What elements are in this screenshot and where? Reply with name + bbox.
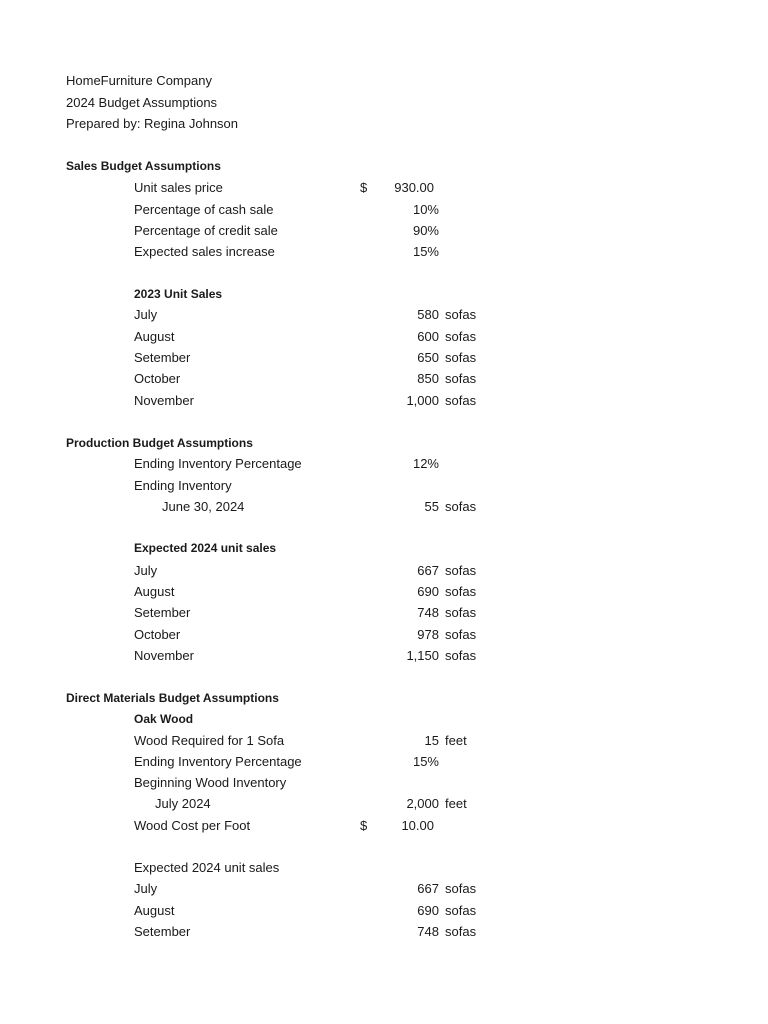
table-row	[0, 560, 768, 581]
ending-inventory-date: June 30, 2024	[162, 499, 245, 514]
oak-wood-heading: Oak Wood	[134, 712, 194, 726]
oak-wood-heading-row	[0, 709, 768, 730]
unit-value: 850	[417, 371, 439, 386]
ending-inventory-pct-value: 12%	[412, 456, 439, 471]
section-heading-row	[0, 156, 768, 177]
unit-price-row	[0, 177, 768, 198]
production-budget-heading: Production Budget Assumptions	[66, 436, 253, 450]
unit-value: 650	[417, 350, 439, 365]
unit-value: 1,000	[406, 393, 439, 408]
unit-price-label: Unit sales price	[134, 180, 223, 195]
unit-value: 580	[417, 307, 439, 322]
table-row	[0, 602, 768, 623]
table-row	[0, 368, 768, 389]
unit-label: sofas	[445, 584, 477, 599]
beginning-wood-label: Beginning Wood Inventory	[134, 775, 287, 790]
company-name: HomeFurniture Company	[66, 73, 212, 88]
unit-value: 667	[417, 881, 439, 896]
expected-2024-heading-row	[0, 538, 768, 559]
month-label: Setember	[134, 605, 191, 620]
credit-sale-value: 90%	[412, 223, 439, 238]
unit-label: sofas	[445, 329, 477, 344]
unit-value: 690	[417, 584, 439, 599]
sales-increase-row	[0, 241, 768, 262]
wood-required-row	[0, 730, 768, 751]
cash-sale-value: 10%	[412, 202, 439, 217]
month-label: August	[134, 584, 175, 599]
wood-cost-row	[0, 815, 768, 836]
month-label: October	[134, 371, 181, 386]
unit-label: sofas	[445, 881, 477, 896]
month-label: Setember	[134, 350, 191, 365]
unit-label: feet	[445, 733, 467, 748]
beginning-wood-date: July 2024	[155, 796, 211, 811]
unit-sales-2023-heading: 2023 Unit Sales	[134, 287, 223, 301]
table-row	[0, 326, 768, 347]
unit-label: sofas	[445, 648, 477, 663]
unit-label: sofas	[445, 563, 477, 578]
ending-inventory-pct-row	[0, 453, 768, 474]
unit-price-value: 930.00	[394, 180, 434, 195]
direct-materials-heading: Direct Materials Budget Assumptions	[66, 691, 279, 705]
unit-label: sofas	[445, 903, 477, 918]
ending-inventory-label: Ending Inventory	[134, 478, 232, 493]
cash-sale-label: Percentage of cash sale	[134, 202, 274, 217]
wood-ending-pct-row	[0, 751, 768, 772]
sales-budget-heading: Sales Budget Assumptions	[66, 159, 221, 173]
expected-2024-materials-heading: Expected 2024 unit sales	[134, 860, 280, 875]
unit-value: 667	[417, 563, 439, 578]
month-label: July	[134, 563, 158, 578]
ending-inventory-pct-label: Ending Inventory Percentage	[134, 456, 302, 471]
month-label: November	[134, 393, 194, 408]
table-row	[0, 304, 768, 325]
month-label: November	[134, 648, 194, 663]
section-heading-row	[0, 433, 768, 454]
currency-symbol: $	[360, 180, 368, 195]
unit-label: sofas	[445, 307, 477, 322]
month-label: July	[134, 307, 158, 322]
table-row	[0, 878, 768, 899]
currency-symbol: $	[360, 818, 368, 833]
ending-inventory-date-row	[0, 496, 768, 517]
header-row-prepared	[0, 113, 768, 134]
unit-label: sofas	[445, 371, 477, 386]
credit-sale-row	[0, 220, 768, 241]
document-title: 2024 Budget Assumptions	[66, 95, 218, 110]
wood-ending-pct-value: 15%	[412, 754, 439, 769]
ending-inventory-row	[0, 475, 768, 496]
wood-required-value: 15	[424, 733, 439, 748]
header-row-title	[0, 92, 768, 113]
ending-inventory-value: 55	[424, 499, 439, 514]
header-row-company	[0, 70, 768, 91]
unit-value: 690	[417, 903, 439, 918]
sales-increase-value: 15%	[412, 244, 439, 259]
expected-2024-materials-heading-row	[0, 857, 768, 878]
credit-sale-label: Percentage of credit sale	[134, 223, 278, 238]
month-label: Setember	[134, 924, 191, 939]
table-row	[0, 900, 768, 921]
unit-value: 748	[417, 924, 439, 939]
month-label: October	[134, 627, 181, 642]
expected-2024-heading: Expected 2024 unit sales	[134, 541, 277, 555]
unit-label: sofas	[445, 393, 477, 408]
unit-label: sofas	[445, 499, 477, 514]
unit-value: 748	[417, 605, 439, 620]
table-row	[0, 390, 768, 411]
month-label: July	[134, 881, 158, 896]
section-heading-row	[0, 688, 768, 709]
unit-label: sofas	[445, 350, 477, 365]
unit-label: sofas	[445, 627, 477, 642]
wood-ending-pct-label: Ending Inventory Percentage	[134, 754, 302, 769]
beginning-wood-date-row	[0, 793, 768, 814]
table-row	[0, 624, 768, 645]
month-label: August	[134, 903, 175, 918]
wood-required-label: Wood Required for 1 Sofa	[134, 733, 285, 748]
cash-sale-row	[0, 199, 768, 220]
beginning-wood-row	[0, 772, 768, 793]
unit-value: 600	[417, 329, 439, 344]
prepared-by: Prepared by: Regina Johnson	[66, 116, 239, 131]
table-row	[0, 921, 768, 942]
month-label: August	[134, 329, 175, 344]
wood-cost-label: Wood Cost per Foot	[134, 818, 251, 833]
table-row	[0, 581, 768, 602]
table-row	[0, 347, 768, 368]
table-row	[0, 645, 768, 666]
beginning-wood-value: 2,000	[406, 796, 439, 811]
wood-cost-value: 10.00	[401, 818, 434, 833]
unit-value: 978	[417, 627, 439, 642]
unit-label: feet	[445, 796, 467, 811]
unit-sales-2023-heading-row	[0, 284, 768, 305]
unit-label: sofas	[445, 605, 477, 620]
sales-increase-label: Expected sales increase	[134, 244, 275, 259]
unit-value: 1,150	[406, 648, 439, 663]
unit-label: sofas	[445, 924, 477, 939]
